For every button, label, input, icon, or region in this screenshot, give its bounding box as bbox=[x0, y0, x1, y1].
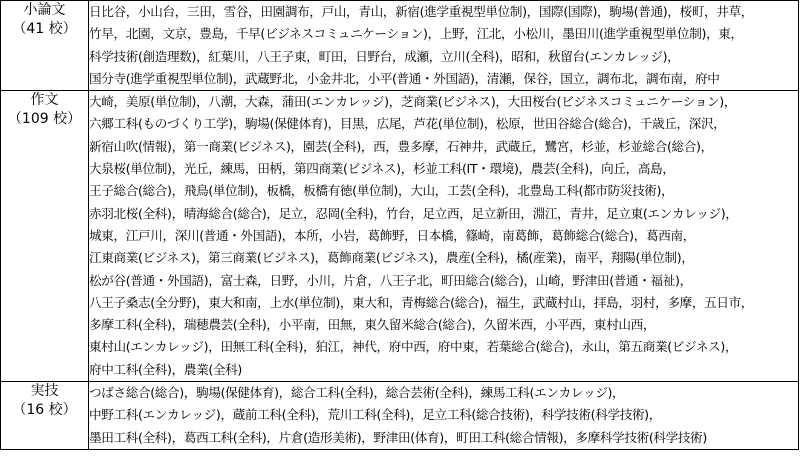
school-list-line: 国分寺(進学重視型単位制)，武蔵野北，小金井北，小平(普通・外国語)，清瀬，保谷，国立，調布北，調布南，府中 bbox=[89, 70, 720, 86]
category-cell bbox=[1, 1, 89, 91]
school-count: （16 校） bbox=[12, 402, 77, 419]
school-list-line: 多摩工科(全科)，瑞穂農芸(全科)，小平南，田無，東久留米総合(総合)，久留米西，小平西，東村山西， bbox=[89, 317, 656, 333]
table-row-shoronbun bbox=[1, 1, 799, 91]
school-list-line: 日比谷，小山台，三田，雪谷，田園調布，戸山，青山，新宿(進学重視型単位制)，国際(国際)，駒場(普通)，桜町，井草， bbox=[89, 4, 754, 19]
category-label: 小論文 bbox=[23, 2, 66, 18]
school-list-line: 江東商業(ビジネス)，第三商業(ビジネス)，葛飾商業(ビジネス)，農産(全科)，橘(産業)，南平，翔陽(単位制)， bbox=[89, 250, 694, 266]
school-list-line: 王子総合(総合)，飛鳥(単位制)，板橋，板橋有徳(単位制)，大山，工芸(全科)，北豊島工科(都市防災技術)， bbox=[89, 183, 674, 199]
school-list-line: 六郷工科(ものづくり工学)，駒場(保健体育)，目黒，広尾，芦花(単位制)，松原，世田谷総合(総合)，千歳丘，深沢， bbox=[89, 116, 726, 132]
school-list-line: 八王子桑志(全分野)，東大和南，上水(単位制)，東大和，青梅総合(総合)，福生，武蔵村山，拝島，羽村，多摩，五日市， bbox=[89, 294, 754, 310]
school-list-line: 竹早，北園，文京，豊島，千早(ビジネスコミュニケーション)，上野，江北，小松川，墨田川(進学重視型単位制)，東， bbox=[89, 26, 743, 42]
category-cell bbox=[1, 382, 89, 450]
category-label: 実技 bbox=[30, 383, 59, 400]
school-list-line: 城東，江戸川，深川(普通・外国語)，本所，小岩，葛飾野，日本橋，篠崎，南葛飾，葛飾総合(総合)，葛西南， bbox=[89, 227, 695, 243]
table-row-sakubun bbox=[1, 91, 799, 382]
category-cell bbox=[1, 91, 89, 382]
school-list-line: 大崎，美原(単位制)，八潮，大森，蒲田(エンカレッジ)，芝商業(ビジネス)，大田桜台(ビジネスコミュニケーション)， bbox=[89, 94, 737, 110]
school-list-line: 墨田工科(全科)，葛西工科(全科)，片倉(造形美術)，野津田(体育)，町田工科(総合情報)，多摩科学技術(科学技術) bbox=[89, 429, 707, 445]
school-list-cell bbox=[89, 1, 799, 91]
school-list-line: つばさ総合(総合)，駒場(保健体育)，総合工科(全科)，総合芸術(全科)，練馬工科(エンカレッジ)， bbox=[89, 385, 625, 401]
category-label: 作文 bbox=[30, 92, 59, 109]
school-list-cell bbox=[89, 382, 799, 450]
school-list-line: 科学技術(創造理数)，紅葉川，八王子東，町田，日野台，成瀬，立川(全科)，昭和，秋留台(エンカレッジ)， bbox=[89, 48, 680, 64]
table-row-jitsugi bbox=[1, 382, 799, 450]
school-list-line: 府中工科(全科)，農業(全科) bbox=[89, 361, 242, 377]
school-list-cell bbox=[89, 91, 799, 382]
school-list-line: 松が谷(普通・外国語)，富士森，日野，小川，片倉，八王子北，町田総合(総合)，山崎，野津田(普通・福祉)， bbox=[89, 272, 692, 288]
school-list-line: 大泉桜(単位制)，光丘，練馬，田柄，第四商業(ビジネス)，杉並工科(IT・環境)，農芸(全科)，向丘，高島， bbox=[89, 161, 675, 177]
school-list-line: 中野工科(エンカレッジ)，蔵前工科(全科)，荒川工科(全科)，足立工科(総合技術)，科学技術(科学技術)， bbox=[89, 407, 661, 423]
school-count: （41 校） bbox=[12, 21, 77, 37]
school-list-line: 赤羽北桜(全科)，晴海総合(総合)，足立，忍岡(全科)，竹台，足立西，足立新田，淵江，青井，足立東(エンカレッジ)， bbox=[89, 205, 738, 221]
school-count: （109 校） bbox=[7, 111, 82, 128]
school-list-line: 新宿山吹(情報)，第一商業(ビジネス)，園芸(全科)，西，豊多摩，石神井，武蔵丘，鷺宮，杉並，杉並総合(総合)， bbox=[89, 138, 713, 154]
school-list-line: 東村山(エンカレッジ)，田無工科(全科)，狛江，神代，府中西，府中東，若葉総合(総合)，永山，第五商業(ビジネス)， bbox=[89, 339, 738, 355]
